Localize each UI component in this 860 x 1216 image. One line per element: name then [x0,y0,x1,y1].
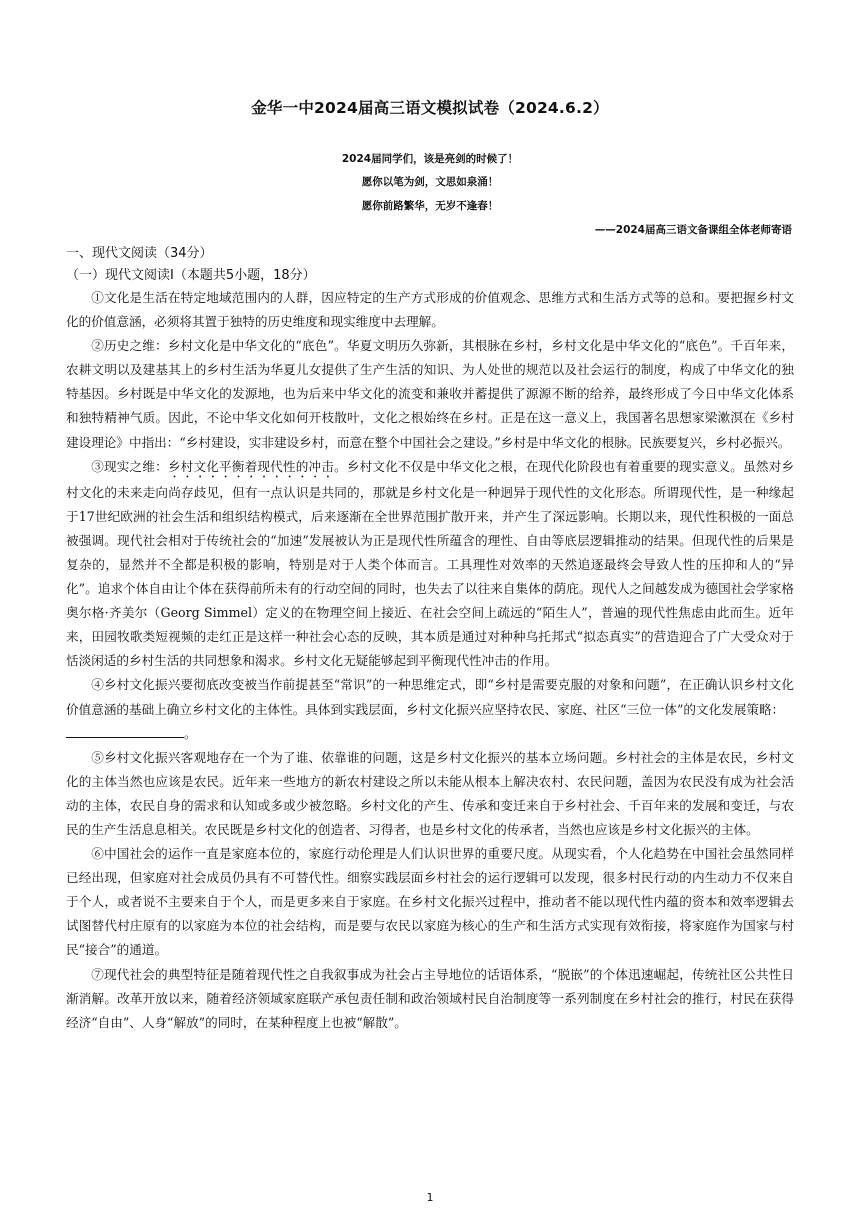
paragraph-2: ②历史之维：乡村文化是中华文化的“底色”。华夏文明历久弥新，其根脉在乡村，乡村文化是中华文化的“底色”。千百年来，农耕文明以及建基其上的乡村生活为华夏儿女提供了生产生活的知识、为人处世的规范以及社会运行的制度，构成了中华文化的独特基因。乡村既是中华文化的发源地，也为后来中华文化的流变和兼收并蓄提供了源源不断的给养，最终形成了今日中华文化体系和独特精神气质。因此，不论中华文化如何开枝散叶，文化之根始终在乡村。正是在这一意义上，我国著名思想家梁漱溟在《乡村建设理论》中指出：“乡村建设，实非建设乡村，而意在整个中国社会之建设。”乡村是中华文化的根脉。民族要复兴，乡村必振兴。 [66,338,794,450]
fill-in-end: 。 [184,725,197,741]
subsection-heading: （一）现代文阅读Ⅰ（本题共5小题，18分） [66,268,316,283]
paragraph-6: ⑥中国社会的运作一直是家庭本位的，家庭行动伦理是人们认识世界的重要尺度。从现实看，个人化趋势在中国社会虽然同样已经出现，但家庭对社会成员仍具有不可替代性。细察实践层面乡村社会的运行逻辑可以发现，很多村民行动的内生动力不仅来自于个人，或者说不主要来自于个人，而是更多来自于家庭。在乡村文化振兴过程中，推动者不能以现代性内蕴的资本和效率逻辑去试图替代村庄原有的以家庭为本位的社会结构，而是要与农民以家庭为核心的生产和生活方式实现有效衔接，将家庭作为国家与村民“接合”的通道。 [66,846,794,958]
paragraph-5: ⑤乡村文化振兴客观地存在一个为了谁、依靠谁的问题，这是乡村文化振兴的基本立场问题。乡村社会的主体是农民，乡村文化的主体当然也应该是农民。近年来一些地方的新农村建设之所以未能从根本上解决农村、农民问题，盖因为农民没有成为社会活动的主体，农民自身的需求和认知或多或少被忽略。乡村文化的产生、传承和变迁来自于乡村社会、千百年来的发展和变迁，与农民的生产生活息息相关。农民既是乡村文化的创造者、习得者，也是乡村文化的传承者，当然也应该是乡村文化振兴的主体。 [66,749,794,837]
motto-line-3: 愿你前路繁华，无岁不逢春！ [361,200,499,212]
motto-line-1: 2024届同学们，该是亮剑的时候了！ [341,153,519,165]
fill-in-line [66,722,794,746]
paragraph-4: ④乡村文化振兴要彻底改变被当作前提甚至“常识”的一种思维定式，即“乡村是需要克服的对象和问题”，在正确认识乡村文化价值意涵的基础上确立乡村文化的主体性。具体到实践层面，乡村文化振兴应坚持农民、家庭、社区“三位一体”的文化发展策略： [66,677,794,717]
section-heading: 一、现代文阅读（34分） [66,246,213,261]
emphasized-sentence: 乡村文化平衡着现代性的冲击 [167,458,335,474]
page-number: 1 [426,1191,434,1204]
answer-blank [66,723,184,738]
reading-passage [66,286,794,1035]
paragraph-3-body: 。乡村文化不仅是中华文化之根，在现代化阶段也有着重要的现实意义。虽然对乡村文化的未来走向尚存歧见，但有一点认识是共同的，那就是乡村文化是一种迥异于现代性的文化形态。所谓现代性，是一种缘起于17世纪欧洲的社会生活和组织结构模式，后来逐渐在全世界范围扩散开来，并产生了深远影响。长期以来，现代性积极的一面总被强调。现代社会相对于传统社会的“加速”发展被认为正是现代性所蕴含的理性、自由等底层逻辑推动的结果。但现代性的后果是复杂的，显然并不全都是积极的影响，特别是对于人类个体而言。工具理性对效率的天然追逐最终会导致人性的压抑和人的“异化”。追求个体自由让个体在获得前所未有的行动空间的同时，也失去了以往来自集体的荫庇。现代人之间越发成为德国社会学家格奥尔格·齐美尔（Georg Simmel）定义的在物理空间上接近、在社会空间上疏远的“陌生人”，普遍的现代性焦虑由此而生。近年来，田园牧歌类短视频的走红正是这样一种社会心态的反映，其本质是通过对种种乌托邦式“拟态真实”的营造迎合了广大受众对于恬淡闲适的乡村生活的共同想象和渴求。乡村文化无疑能够起到平衡现代性冲击的作用。 [66,458,795,669]
motto-signature: ——2024届高三语文备课组全体老师寄语 [594,224,792,236]
paragraph-7: ⑦现代社会的典型特征是随着现代性之自我叙事成为社会占主导地位的话语体系，“脱嵌”的个体迅速崛起，传统社区公共性日渐消解。改革开放以来，随着经济领域家庭联产承包责任制和政治领域村民自治制度等一系列制度在乡村社会的推行，村民在获得经济“自由”、人身“解放”的同时，在某种程度上也被“解散”。 [66,966,794,1030]
exam-title: 金华一中2024届高三语文模拟试卷（2024.6.2） [251,99,609,117]
paragraph-3-lead: ③现实之维： [91,458,168,474]
paragraph-3 [66,455,794,674]
paragraph-1: ①文化是生活在特定地域范围内的人群，因应特定的生产方式形成的价值观念、思维方式和生活方式等的总和。要把握乡村文化的价值意涵，必须将其置于独特的历史维度和现实维度中去理解。 [66,290,794,330]
motto-line-2: 愿你以笔为剑，文思如泉涌！ [361,176,499,188]
